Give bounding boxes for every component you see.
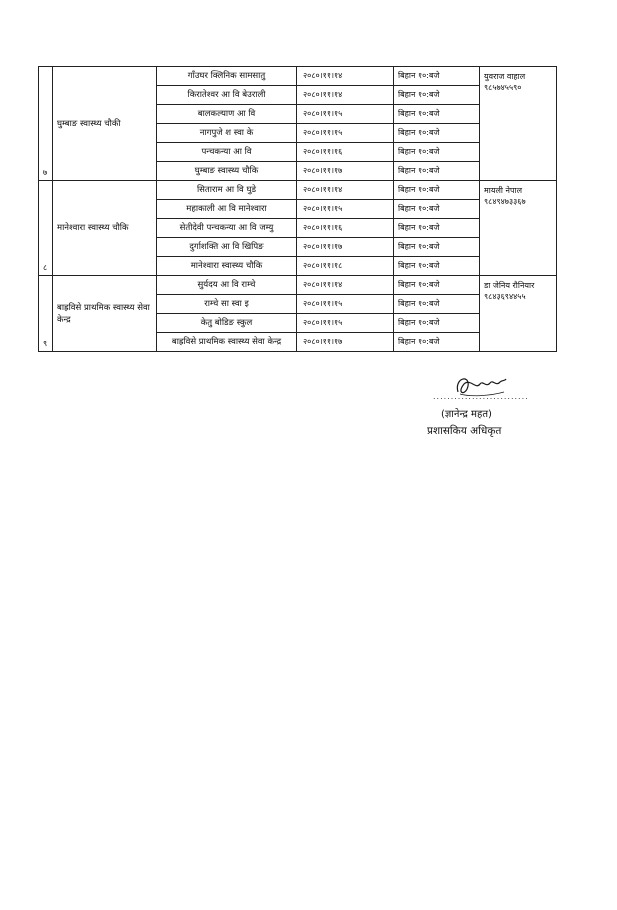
session-date: २०८०।११।१६ bbox=[297, 219, 394, 238]
site-name: महाकाली आ वि मानेश्वारा bbox=[157, 200, 297, 219]
contact-person bbox=[480, 181, 557, 276]
session-date: २०८०।११।१५ bbox=[297, 124, 394, 143]
contact-phone: ९८४३६९४४५५ bbox=[484, 292, 526, 301]
session-date: २०८०।११।१८ bbox=[297, 257, 394, 276]
site-name: बालकल्याण आ वि bbox=[157, 105, 297, 124]
table-row bbox=[39, 67, 557, 86]
health-post-name: मानेश्वारा स्वास्थ्य चौकि bbox=[53, 181, 157, 276]
session-time: बिहान १०:बजे bbox=[394, 238, 480, 257]
serial-number: ७ bbox=[39, 67, 53, 181]
session-time: बिहान १०:बजे bbox=[394, 86, 480, 105]
site-name: सेतीदेवी पन्चकन्या आ वि जम्यु bbox=[157, 219, 297, 238]
session-time: बिहान १०:बजे bbox=[394, 124, 480, 143]
session-date: २०८०।११।१५ bbox=[297, 105, 394, 124]
contact-name: डा जेनिय रौनियार bbox=[484, 281, 535, 290]
session-date: २०८०।११।१७ bbox=[297, 333, 394, 352]
contact-phone: ९८४९४७३३६७ bbox=[484, 197, 526, 206]
site-name: केतु बोडिङ स्कुल bbox=[157, 314, 297, 333]
signatory-title: प्रशासकिय अधिकृत bbox=[427, 425, 502, 437]
session-date: २०८०।११।१४ bbox=[297, 181, 394, 200]
session-date: २०८०।११।१७ bbox=[297, 162, 394, 181]
session-time: बिहान १०:बजे bbox=[394, 314, 480, 333]
session-date: २०८०।११।१५ bbox=[297, 295, 394, 314]
session-time: बिहान १०:बजे bbox=[394, 295, 480, 314]
site-name: गाँउघर क्लिनिक सामसातु bbox=[157, 67, 297, 86]
session-time: बिहान १०:बजे bbox=[394, 181, 480, 200]
table-row bbox=[39, 181, 557, 200]
contact-name: मायली नेपाल bbox=[484, 186, 523, 195]
contact-name: युवराज वाहाल bbox=[484, 72, 526, 81]
session-time: बिहान १०:बजे bbox=[394, 200, 480, 219]
site-name: राम्चे सा स्वा इ bbox=[157, 295, 297, 314]
signatory-name: (ज्ञानेन्द्र महत) bbox=[441, 409, 492, 420]
session-date: २०८०।११।१६ bbox=[297, 143, 394, 162]
site-name: सिताराम आ वि घुडे bbox=[157, 181, 297, 200]
table-row bbox=[39, 276, 557, 295]
session-time: बिहान १०:बजे bbox=[394, 143, 480, 162]
contact-person bbox=[480, 276, 557, 352]
session-time: बिहान १०:बजे bbox=[394, 105, 480, 124]
session-date: २०८०।११।१७ bbox=[297, 238, 394, 257]
contact-person bbox=[480, 67, 557, 181]
site-name: घुम्बाङ स्वास्थ्य चौकि bbox=[157, 162, 297, 181]
serial-number: ८ bbox=[39, 181, 53, 276]
session-time: बिहान १०:बजे bbox=[394, 276, 480, 295]
session-time: बिहान १०:बजे bbox=[394, 219, 480, 238]
site-name: सुर्यदय आ वि राम्चे bbox=[157, 276, 297, 295]
session-time: बिहान १०:बजे bbox=[394, 333, 480, 352]
session-time: बिहान १०:बजे bbox=[394, 67, 480, 86]
serial-number: ९ bbox=[39, 276, 53, 352]
site-name: पन्चकन्या आ वि bbox=[157, 143, 297, 162]
signature-line: ........................... bbox=[433, 392, 529, 401]
health-post-name: बाह्रविसे प्राथमिक स्वास्थ्य सेवा केन्द्र bbox=[53, 276, 157, 352]
site-name: मानेश्वारा स्वास्थ्य चौकि bbox=[157, 257, 297, 276]
site-name: किरातेश्वर आ वि बेउराली bbox=[157, 86, 297, 105]
schedule-table bbox=[38, 66, 557, 352]
session-date: २०८०।११।१४ bbox=[297, 67, 394, 86]
session-date: २०८०।११।१४ bbox=[297, 86, 394, 105]
session-date: २०८०।११।१५ bbox=[297, 314, 394, 333]
site-name: बाह्रविसे प्राथमिक स्वास्थ्य सेवा केन्द्र bbox=[157, 333, 297, 352]
session-date: २०८०।११।१५ bbox=[297, 200, 394, 219]
session-date: २०८०।११।१४ bbox=[297, 276, 394, 295]
contact-phone: ९८५७४५५९० bbox=[484, 83, 522, 92]
session-time: बिहान १०:बजे bbox=[394, 162, 480, 181]
site-name: नागपुजे श स्वा के bbox=[157, 124, 297, 143]
session-time: बिहान १०:बजे bbox=[394, 257, 480, 276]
health-post-name: घुम्बाङ स्वास्थ्य चौकी bbox=[53, 67, 157, 181]
site-name: दुर्गाशक्ति आ वि खिपिङ bbox=[157, 238, 297, 257]
